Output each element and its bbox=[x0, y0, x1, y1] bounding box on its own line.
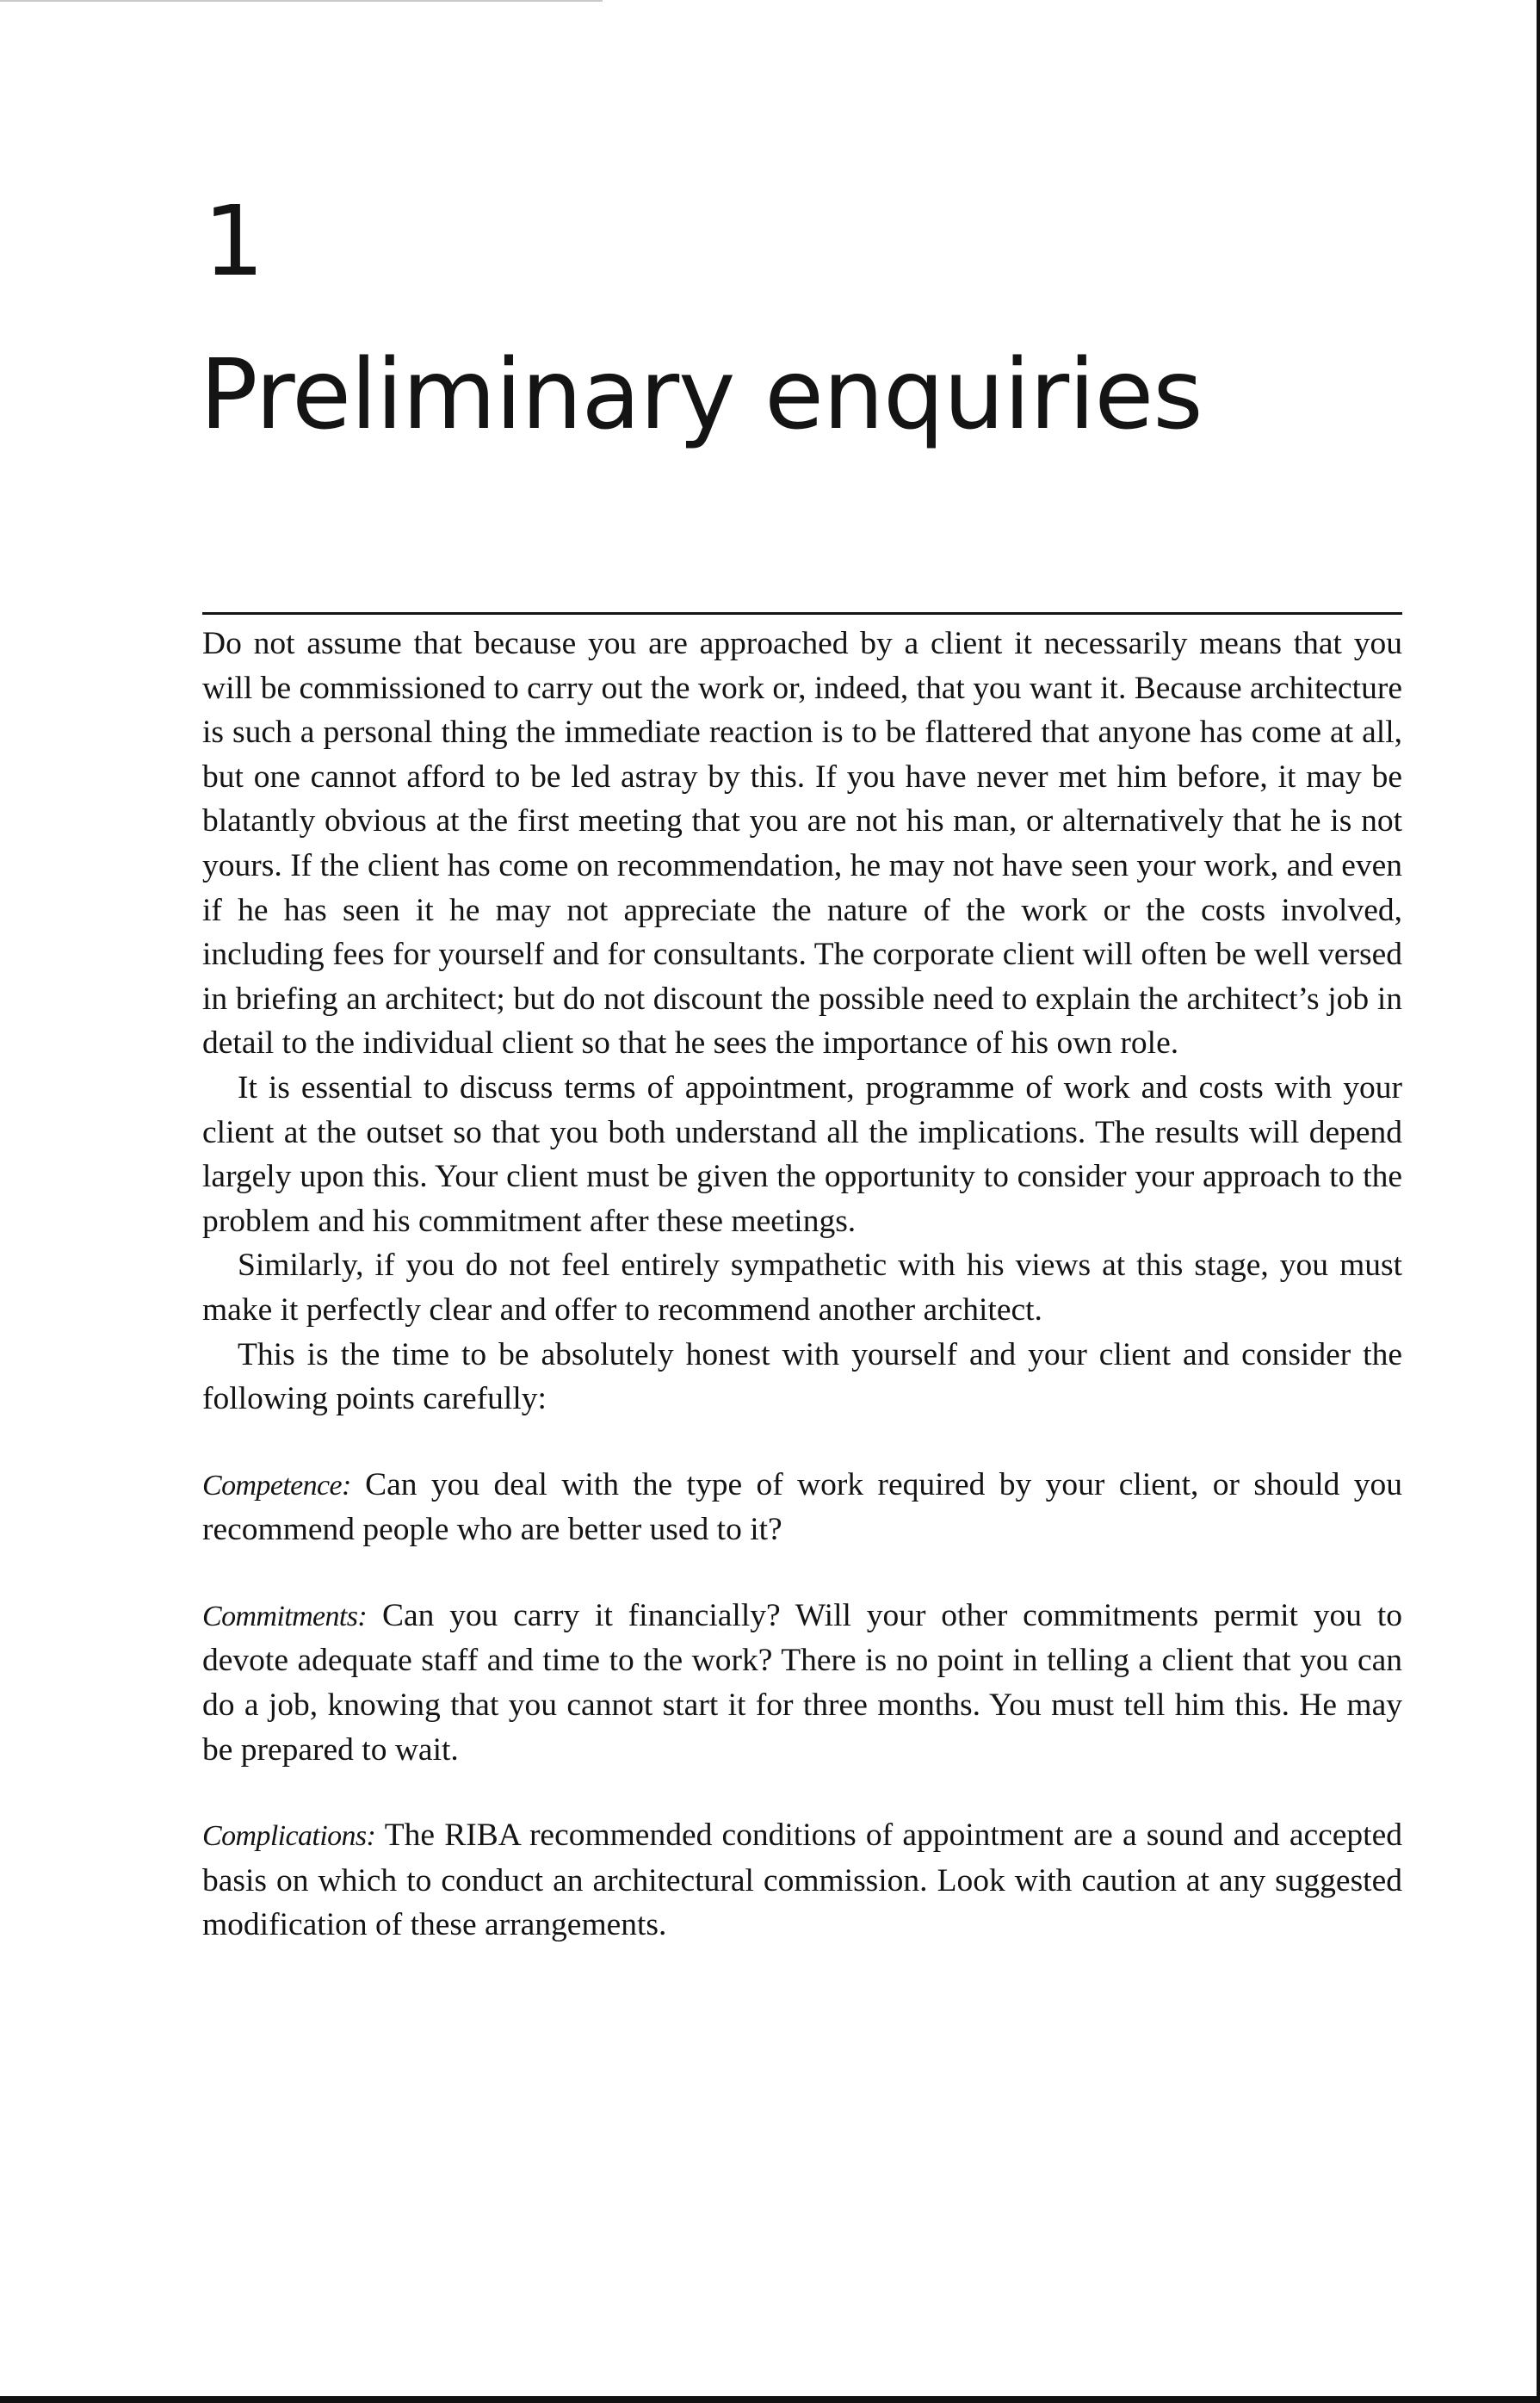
paragraph-intro: Do not assume that because you are approached by a client it necessarily means that you will be commissioned to carry out the work or, indeed, that you want it. Because architecture is such a personal thing the immediate reaction is to be flattered that anyone has come at all, but one cannot afford to be led astray by this. If you have never met him before, it may be blatantly obvious at the first meeting that you are not his man, or alternatively that he is not yours. If the client has come on recommendation, he may not have seen your work, and even if he has seen it he may not appreciate the nature of the work or the costs involved, including fees for yourself and for consultants. The corporate client will often be well versed in briefing an architect; but do not discount the possible need to explain the architect’s job in detail to the individual client so that he sees the importance of his own role. bbox=[202, 626, 1402, 1062]
paragraph-sympathy: Similarly, if you do not feel entirely sympathetic with his views at this stage, you must make it perfectly clear and offer to recommend another architect. bbox=[202, 1248, 1402, 1328]
paragraph-terms: It is essential to discuss terms of appointment, programme of work and costs with your client at the outset so that you both understand all the implications. The results will depend largely upon this. Your client must be given the opportunity to consider your approach to the problem and his commitment after these meetings. bbox=[202, 1069, 1402, 1239]
point-competence-text: Can you deal with the type of work required by your client, or should you recommend people who are better used to it? bbox=[202, 1466, 1403, 1548]
scan-edge-right bbox=[1537, 0, 1540, 2403]
chapter-body bbox=[202, 622, 1402, 1948]
point-competence-label: Competence: bbox=[202, 1469, 351, 1502]
scan-edge-bottom bbox=[0, 2396, 1540, 2403]
point-competence bbox=[202, 1463, 1402, 1552]
point-commitments bbox=[202, 1594, 1402, 1772]
point-commitments-label: Commitments: bbox=[202, 1600, 368, 1632]
chapter-number: 1 bbox=[203, 186, 265, 298]
point-complications-text: The RIBA recommended conditions of appointment are a sound and accepted basis on which to conduct an architectural commission. Look with caution at any suggested modification of these arrangements. bbox=[202, 1818, 1402, 1943]
point-complications-label: Complications: bbox=[202, 1820, 376, 1853]
scan-edge-top bbox=[0, 0, 603, 2]
chapter-title: Preliminary enquiries bbox=[200, 339, 1203, 451]
point-complications bbox=[202, 1813, 1402, 1948]
point-commitments-text: Can you carry it financially? Will your other commitments permit you to devote adequate staff and time to the work? There is no point in telling a client that you can do a job, knowing that you cannot start it for three months. You must tell him this. He may be prepared to wait. bbox=[202, 1597, 1402, 1768]
chapter-rule bbox=[202, 612, 1402, 615]
paragraph-honesty: This is the time to be absolutely honest with yourself and your client and consider the following points carefully: bbox=[202, 1336, 1402, 1417]
